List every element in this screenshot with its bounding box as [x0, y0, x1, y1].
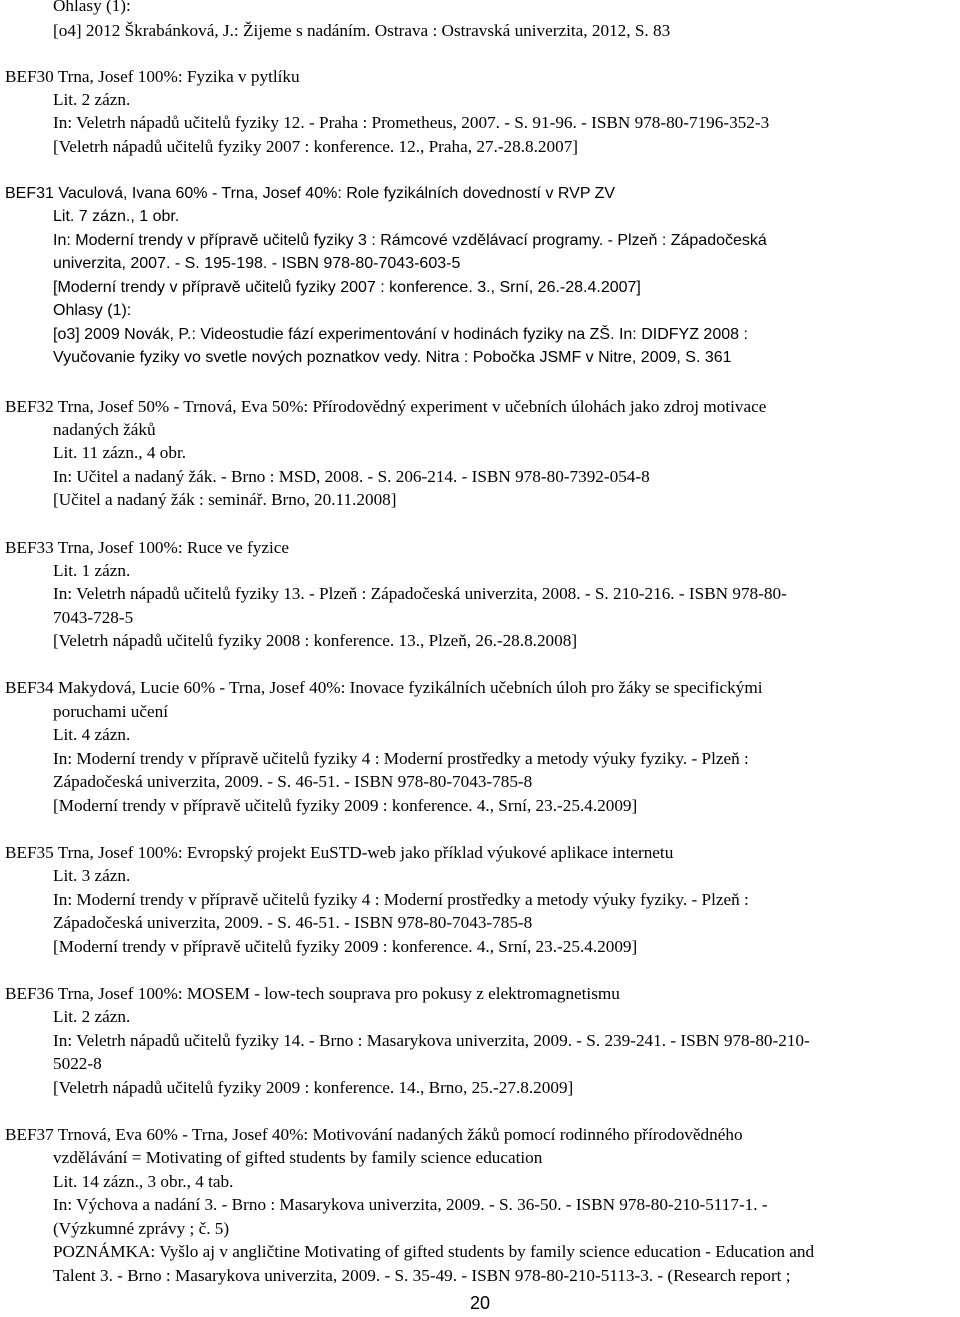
entry-line: In: Moderní trendy v přípravě učitelů fyziky 4 : Moderní prostředky a metody výuky fyziky. - Plzeň : — [53, 749, 749, 768]
note-line: Talent 3. - Brno : Masarykova univerzita, 2009. - S. 35-49. - ISBN 978-80-210-5113-3. - (Research report ; — [53, 1266, 791, 1285]
entry-line: (Výzkumné zprávy ; č. 5) — [53, 1219, 230, 1238]
citation-line: Vyučovanie fyziky vo svetle nových poznatkov vedy. Nitra : Pobočka JSMF v Nitre, 2009, S. 361 — [53, 349, 732, 366]
entry-line: 7043-728-5 — [53, 608, 134, 627]
entry-line: Západočeská univerzita, 2009. - S. 46-51. - ISBN 978-80-7043-785-8 — [53, 772, 533, 791]
entry-line: In: Výchova a nadání 3. - Brno : Masarykova univerzita, 2009. - S. 36-50. - ISBN 978-80-210-5117-1. - — [53, 1195, 768, 1214]
entry-line: Lit. 2 zázn. — [53, 90, 131, 109]
entry-line: [Moderní trendy v přípravě učitelů fyziky 2007 : konference. 3., Srní, 26.-28.4.2007] — [53, 279, 641, 296]
entry-line: [Moderní trendy v přípravě učitelů fyziky 2009 : konference. 4., Srní, 23.-25.4.2009] — [53, 796, 638, 815]
citation-line: [o4] 2012 Škrabánková, J.: Žijeme s nadáním. Ostrava : Ostravská univerzita, 2012, S. 83 — [53, 21, 671, 40]
entry-line: univerzita, 2007. - S. 195-198. - ISBN 978-80-7043-603-5 — [53, 255, 461, 272]
entry-heading: BEF30 Trna, Josef 100%: Fyzika v pytlíku — [5, 67, 300, 86]
citations-label: Ohlasy (1): — [53, 302, 132, 319]
entry-heading: BEF36 Trna, Josef 100%: MOSEM - low-tech souprava pro pokusy z elektromagnetismu — [5, 984, 620, 1003]
entry-line: In: Učitel a nadaný žák. - Brno : MSD, 2008. - S. 206-214. - ISBN 978-80-7392-054-8 — [53, 467, 650, 486]
page-number: 20 — [469, 1293, 491, 1313]
note-line: POZNÁMKA: Vyšlo aj v angličtine Motivating of gifted students by family science education - Education and — [53, 1242, 815, 1261]
entry-heading: BEF31 Vaculová, Ivana 60% - Trna, Josef 40%: Role fyzikálních dovedností v RVP ZV — [5, 185, 616, 202]
entry-line: [Veletrh nápadů učitelů fyziky 2007 : konference. 12., Praha, 27.-28.8.2007] — [53, 137, 579, 156]
entry-line: Lit. 2 zázn. — [53, 1007, 131, 1026]
entry-heading: BEF34 Makydová, Lucie 60% - Trna, Josef 40%: Inovace fyzikálních učebních úloh pro žáky se specifickými — [5, 678, 763, 697]
entry-line: 5022-8 — [53, 1054, 102, 1073]
entry-line: nadaných žáků — [53, 420, 156, 439]
entry-line: In: Veletrh nápadů učitelů fyziky 13. - Plzeň : Západočeská univerzita, 2008. - S. 210-216. - ISBN 978-80- — [53, 584, 787, 603]
entry-line: Lit. 11 zázn., 4 obr. — [53, 443, 187, 462]
entry-line: vzdělávání = Motivating of gifted students by family science education — [53, 1148, 543, 1167]
entry-heading: BEF33 Trna, Josef 100%: Ruce ve fyzice — [5, 538, 290, 557]
entry-line: Lit. 4 zázn. — [53, 725, 131, 744]
entry-line: [Učitel a nadaný žák : seminář. Brno, 20.11.2008] — [53, 490, 397, 509]
entry-line: Lit. 3 zázn. — [53, 866, 131, 885]
entry-line: poruchami učení — [53, 702, 169, 721]
entry-line: In: Veletrh nápadů učitelů fyziky 14. - Brno : Masarykova univerzita, 2009. - S. 239-241. - ISBN 978-80-210- — [53, 1031, 810, 1050]
entry-line: Lit. 1 zázn. — [53, 561, 131, 580]
entry-line: Lit. 14 zázn., 3 obr., 4 tab. — [53, 1172, 234, 1191]
entry-heading: BEF32 Trna, Josef 50% - Trnová, Eva 50%: Přírodovědný experiment v učebních úlohách jako zdroj motivace — [5, 397, 767, 416]
entry-line: [Veletrh nápadů učitelů fyziky 2008 : konference. 13., Plzeň, 26.-28.8.2008] — [53, 631, 578, 650]
entry-heading: BEF35 Trna, Josef 100%: Evropský projekt EuSTD-web jako příklad výukové aplikace internetu — [5, 843, 674, 862]
entry-line: [Moderní trendy v přípravě učitelů fyziky 2009 : konference. 4., Srní, 23.-25.4.2009] — [53, 937, 638, 956]
entry-line: In: Moderní trendy v přípravě učitelů fyziky 4 : Moderní prostředky a metody výuky fyziky. - Plzeň : — [53, 890, 749, 909]
entry-heading: BEF37 Trnová, Eva 60% - Trna, Josef 40%: Motivování nadaných žáků pomocí rodinného přírodovědného — [5, 1125, 743, 1144]
entry-line: Lit. 7 zázn., 1 obr. — [53, 208, 180, 225]
entry-line: [Veletrh nápadů učitelů fyziky 2009 : konference. 14., Brno, 25.-27.8.2009] — [53, 1078, 574, 1097]
entry-line: Západočeská univerzita, 2009. - S. 46-51. - ISBN 978-80-7043-785-8 — [53, 913, 533, 932]
citation-line: [o3] 2009 Novák, P.: Videostudie fází experimentování v hodinách fyziky na ZŠ. In: DIDFYZ 2008 : — [53, 326, 748, 343]
entry-line: In: Moderní trendy v přípravě učitelů fyziky 3 : Rámcové vzdělávací programy. - Plzeň : Západočeská — [53, 232, 767, 249]
entry-line: In: Veletrh nápadů učitelů fyziky 12. - Praha : Prometheus, 2007. - S. 91-96. - ISBN 978-80-7196-352-3 — [53, 113, 770, 132]
citations-label: Ohlasy (1): — [53, 0, 131, 15]
